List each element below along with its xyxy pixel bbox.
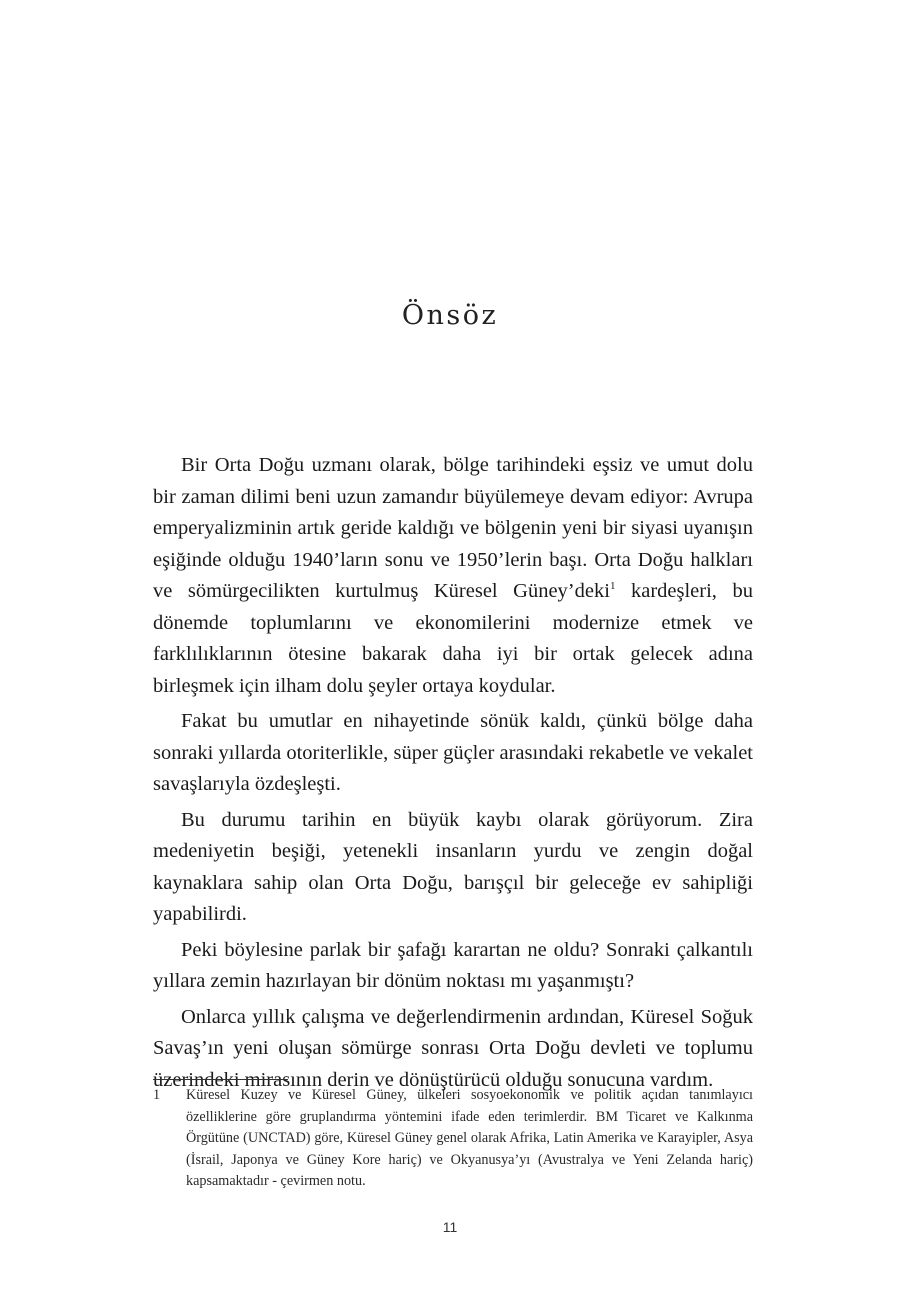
page-title: Önsöz <box>401 300 499 331</box>
footnote-divider <box>153 1079 288 1080</box>
footnote-number: 1 <box>153 1087 161 1103</box>
footnote <box>153 1085 753 1193</box>
paragraph-4: Peki böylesine parlak bir şafağı karartan ne oldu? Sonraki çalkantılı yıllara zemin hazırlayan bir dönüm noktası mı yaşanmıştı? <box>153 938 753 992</box>
paragraph-1-text-continued: kardeşleri, bu dönemde toplumlarını ve ekonomilerini modernize etmek ve farklılıklarının ötesine bakarak daha iyi bir ortak gelecek adına birleşmek için ilham dolu şeyler ortaya koydular. <box>153 580 753 697</box>
paragraph-1-text: Bir Orta Doğu uzmanı olarak, bölge tarihindeki eşsiz ve umut dolu bir zaman dilimi beni uzun zamandır büyülemeye devam ediyor: Avrupa emperyalizminin artık geride kaldığı ve bölgenin yeni bir siyasi uyanışın eşiğinde olduğu 1940’ların sonu ve 1950’lerin başı. Orta Doğu halkları ve sömürgecilikten kurtulmuş Küresel Güney’deki <box>153 454 753 602</box>
paragraph-2: Fakat bu umutlar en nihayetinde sönük kaldı, çünkü bölge daha sonraki yıllarda otoriterlikle, süper güçler arasındaki rekabetle ve vekalet savaşlarıyla özdeşleşti. <box>153 710 753 795</box>
footnote-text: Küresel Kuzey ve Küresel Güney, ülkeleri sosyoekonomik ve politik açıdan tanımlayıcı özelliklerine göre gruplandırma yöntemini ifade eden terimlerdir. BM Ticaret ve Kalkınma Örgütüne (UNCTAD) göre, Küresel Güney genel olarak Afrika, Latin Amerika ve Karayipler, Asya (İsrail, Japonya ve Güney Kore hariç) ve Okyanusya’yı (Avustralya ve Yeni Zelanda hariç) kapsamaktadır - çevirmen notu. <box>186 1087 753 1189</box>
paragraph-3: Bu durumu tarihin en büyük kaybı olarak görüyorum. Zira medeniyetin beşiği, yetenekli insanların yurdu ve zengin doğal kaynaklara sahip olan Orta Doğu, barışçıl bir geleceğe ev sahipliği yapabilirdi. <box>153 808 753 925</box>
footnote-reference[interactable]: 1 <box>609 580 616 593</box>
paragraph-1 <box>153 450 753 702</box>
paragraph-5: Onlarca yıllık çalışma ve değerlendirmenin ardından, Küresel Soğuk Savaş’ın yeni oluşan sömürge sonrası Orta Doğu devleti ve toplumu üzerindeki mirasının derin ve dönüştürücü olduğu sonucuna vardım. <box>153 1005 753 1091</box>
body-text <box>153 450 753 1100</box>
page-number: 11 <box>442 1219 458 1235</box>
